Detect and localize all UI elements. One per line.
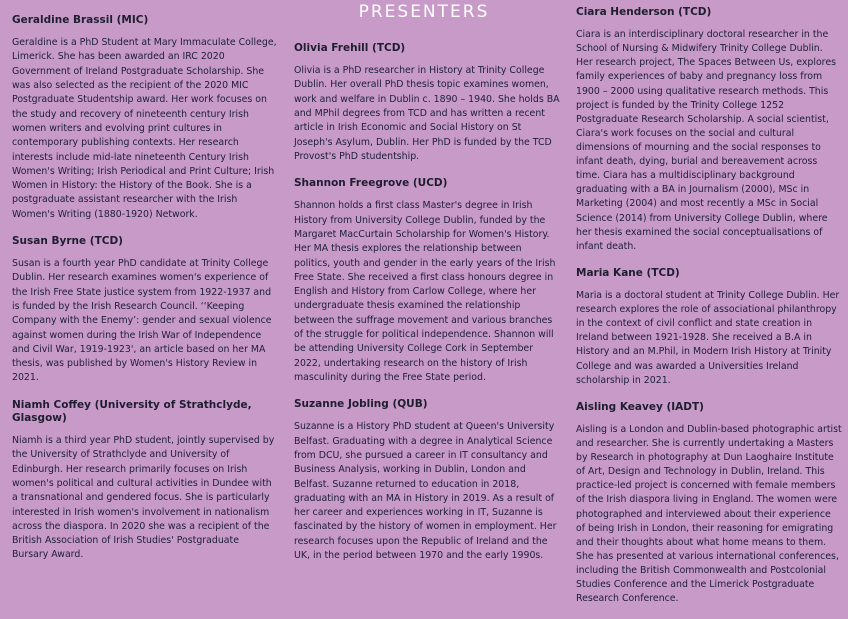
column-middle (294, 6, 560, 619)
presenter-bio: Geraldine is a PhD Student at Mary Immaculate College, Limerick. She has been awarded an IRC 2020 Government of Ireland Postgraduate Scholarship. She was also selected as the recipient of the 2020 MIC Postgraduate Studentship award. Her work focuses on the study and recovery of nineteenth century Irish women writers and evolving print cultures in contemporary publishing contexts. Her research interests include mid-late nineteenth Century Irish Women's Writing; Irish Periodical and Print Culture; Irish Women in History: the History of the Book. She is a postgraduate assistant researcher with the Irish Women's Writing (1880-1920) Network. (12, 37, 277, 220)
presenter-name: Olivia Frehill (TCD) (294, 42, 406, 54)
presenters-columns (12, 6, 840, 619)
column-left (12, 6, 278, 619)
presenter-bio: Ciara is an interdisciplinary doctoral researcher in the School of Nursing & Midwifery Trinity College Dublin. Her research project, The Spaces Between Us, explores family experiences of baby and pregnancy loss from 1900 – 2000 using qualitative research methods. This project is funded by the Trinity College 1252 Postgraduate Research Scholarship. A social scientist, Ciara's work focuses on the social and cultural dimensions of mourning and the social responses to infant death, dying, burial and bereavement across time. Ciara has a multidisciplinary background graduating with a BA in Journalism (2000), MSc in Marketing (2004) and most recently a MSc in Social Science (2014) from University College Dublin, where her thesis examined the social conceptualisations of infant death. (576, 29, 836, 252)
presenter-entry (294, 42, 560, 164)
presenter-bio: Olivia is a PhD researcher in History at Trinity College Dublin. Her overall PhD thesis topic examines women, work and welfare in Dublin c. 1890 – 1940. She holds BA and MPhil degrees from TCD and has written a recent article in Irish Economic and Social History on St Joseph's Asylum, Dublin. Her PhD is funded by the TCD Provost's PhD studentship. (294, 65, 560, 162)
presenter-name: Suzanne Jobling (QUB) (294, 398, 428, 411)
presenter-entry (12, 399, 278, 563)
presenter-entry (12, 235, 278, 386)
presenter-entry (294, 177, 560, 385)
presenter-name: Susan Byrne (TCD) (12, 234, 123, 247)
presenter-entry (294, 398, 560, 563)
presenter-name: Niamh Coffey (University of Strathclyde, Glasgow) (12, 398, 252, 424)
presenter-entry (576, 401, 842, 607)
presenter-entry (576, 267, 842, 388)
presenter-name: Ciara Henderson (TCD) (576, 6, 712, 18)
presenter-entry (576, 6, 842, 254)
presenter-name: Maria Kane (TCD) (576, 266, 680, 279)
presenter-bio: Susan is a fourth year PhD candidate at Trinity College Dublin. Her research examines women's experience of the Irish Free State justice system from 1922-1937 and is funded by the Irish Research Council. ‘‘Keeping Company with the Enemy’: gender and sexual violence against women during the Irish War of Independence and Civil War, 1919-1923', an article based on her MA thesis, was published by Women's History Review in 2021. (12, 258, 272, 384)
column-right (576, 6, 842, 619)
page-title: PRESENTERS (358, 2, 490, 22)
presenter-name: Geraldine Brassil (MIC) (12, 14, 149, 26)
presenter-bio: Maria is a doctoral student at Trinity College Dublin. Her research explores the role of associational philanthropy in the context of civil conflict and state creation in Ireland between 1921-1928. She received a B.A in History and an M.Phil, in Modern Irish History at Trinity College and was awarded a Universities Ireland scholarship in 2021. (576, 290, 840, 386)
presenter-name: Aisling Keavey (IADT) (576, 400, 704, 413)
presenter-bio: Shannon holds a first class Master's degree in Irish History from University College Dublin, funded by the Margaret MacCurtain Scholarship for Women's History. Her MA thesis explores the relationship between politics, youth and gender in the early years of the Irish Free State. She received a first class honours degree in English and History from Carlow College, where her undergraduate thesis examined the relationship between the suffrage movement and various branches of the struggle for political independence. Shannon will be attending University College Cork in September 2022, undertaking research on the history of Irish masculinity during the Free State period. (294, 200, 556, 383)
presenter-name: Shannon Freegrove (UCD) (294, 177, 448, 190)
presenter-entry (12, 14, 278, 222)
presenter-bio: Aisling is a London and Dublin-based photographic artist and researcher. She is currently undertaking a Masters by Research in photography at Dun Laoghaire Institute of Art, Design and Technology in Dublin, Ireland. This practice-led project is concerned with female members of the Irish diaspora living in England. The women were photographed and interviewed about their experience of being Irish in London, their reasoning for emigrating and their thoughts about what home means to them. She has presented at various international conferences, including the British Commonwealth and Postcolonial Studies Conference and the Limerick Postgraduate Research Conference. (576, 423, 842, 605)
presenter-bio: Niamh is a third year PhD student, jointly supervised by the University of Strathclyde and University of Edinburgh. Her research primarily focuses on Irish women's political and cultural activities in Dundee with a transnational and gendered focus. She is particularly interested in Irish women's involvement in nationalism across the diaspora. In 2020 she was a recipient of the British Association of Irish Studies' Postgraduate Bursary Award. (12, 435, 275, 561)
presenter-bio: Suzanne is a History PhD student at Queen's University Belfast. Graduating with a degree in Analytical Science from DCU, she pursued a career in IT consultancy and Business Analysis, working in Dublin, London and Belfast. Suzanne returned to education in 2018, graduating with an MA in History in 2019. As a result of her career and experiences working in IT, Suzanne is fascinated by the history of women in employment. Her research focuses upon the Republic of Ireland and the UK, in the period between 1970 and the early 1990s. (294, 421, 557, 561)
